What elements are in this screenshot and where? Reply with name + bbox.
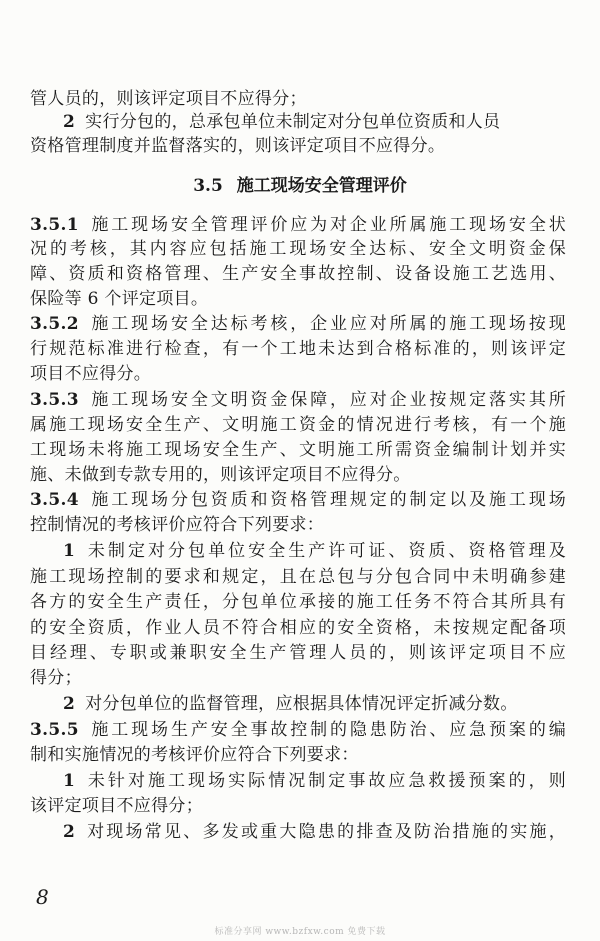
text-line: 保险等 6 个评定项目。: [30, 289, 209, 309]
section-heading: [0, 176, 600, 196]
text-line: 各方的安全生产责任，分包单位承接的施工任务不符合其所具有: [30, 592, 566, 612]
page-number: 8: [36, 885, 49, 909]
text-line: 施工现场控制的要求和规定，且在总包与分包合同中未明确参建: [30, 567, 566, 587]
text-line: 1 未制定对分包单位安全生产许可证、资质、资格管理及: [63, 541, 566, 561]
text-line: 施、未做到专款专用的，则该评定项目不应得分。: [30, 465, 411, 485]
text-line: 控制情况的考核评价应符合下列要求：: [30, 515, 325, 535]
text-line: 该评定项目不应得分；: [30, 796, 203, 816]
section-title: 施工现场安全管理评价: [236, 176, 407, 196]
item-number: 2: [63, 822, 76, 842]
text-line: 得分；: [30, 668, 82, 688]
text-line: 3.5.2 施工现场安全达标考核，企业应对所属的施工现场按现: [30, 314, 566, 334]
text-line: 2 实行分包的，总承包单位未制定对分包单位资质和人员: [63, 112, 501, 132]
clause-number: 3.5.3: [30, 390, 79, 410]
text-line: 制和实施情况的考核评价应符合下列要求：: [30, 745, 359, 765]
text-line: 障、资质和资格管理、生产安全事故控制、设备设施工艺选用、: [30, 264, 566, 284]
text-line: 2 对现场常见、多发或重大隐患的排查及防治措施的实施，: [63, 822, 566, 842]
text-line: 行规范标准进行检查，有一个工地未达到合格标准的，则该评定: [30, 339, 566, 359]
text-line: 3.5.4 施工现场分包资质和资格管理规定的制定以及施工现场: [30, 490, 566, 510]
text-line: 工现场未将施工现场安全生产、文明施工所需资金编制计划并实: [30, 440, 566, 460]
text-line: 目经理、专职或兼职安全生产管理人员的，则该评定项目不应: [30, 643, 566, 663]
text-line: 3.5.5 施工现场生产安全事故控制的隐患防治、应急预案的编: [30, 720, 566, 740]
item-number: 2: [63, 112, 76, 132]
text-line: 的安全资质，作业人员不符合相应的安全资格，未按规定配备项: [30, 618, 566, 638]
text-line: 属施工现场安全生产、文明施工资金的情况进行考核，有一个施: [30, 415, 566, 435]
item-number: 1: [63, 541, 76, 561]
text-line: 况的考核，其内容应包括施工现场安全达标、安全文明资金保: [30, 239, 566, 259]
clause-number: 3.5.2: [30, 314, 79, 334]
text-line: 2 对分包单位的监督管理，应根据具体情况评定折减分数。: [63, 694, 518, 714]
text-line: 1 未针对施工现场实际情况制定事故应急救援预案的，则: [63, 771, 566, 791]
text-line: 管人员的，则该评定项目不应得分；: [30, 89, 307, 109]
text-line: 3.5.3 施工现场安全文明资金保障，应对企业按规定落实其所: [30, 390, 566, 410]
clause-number: 3.5.1: [30, 215, 79, 235]
clause-number: 3.5.4: [30, 490, 79, 510]
text-line: 资格管理制度并监督落实的，则该评定项目不应得分。: [30, 136, 446, 156]
text-line: 项目不应得分。: [30, 364, 152, 384]
clause-number: 3.5.5: [30, 720, 79, 740]
section-number: 3.5: [193, 176, 223, 196]
item-number: 2: [63, 694, 76, 714]
item-number: 1: [63, 771, 76, 791]
watermark: 标准分享网 www.bzfxw.com 免费下载: [214, 927, 386, 937]
text-line: 3.5.1 施工现场安全管理评价应为对企业所属施工现场安全状: [30, 215, 566, 235]
